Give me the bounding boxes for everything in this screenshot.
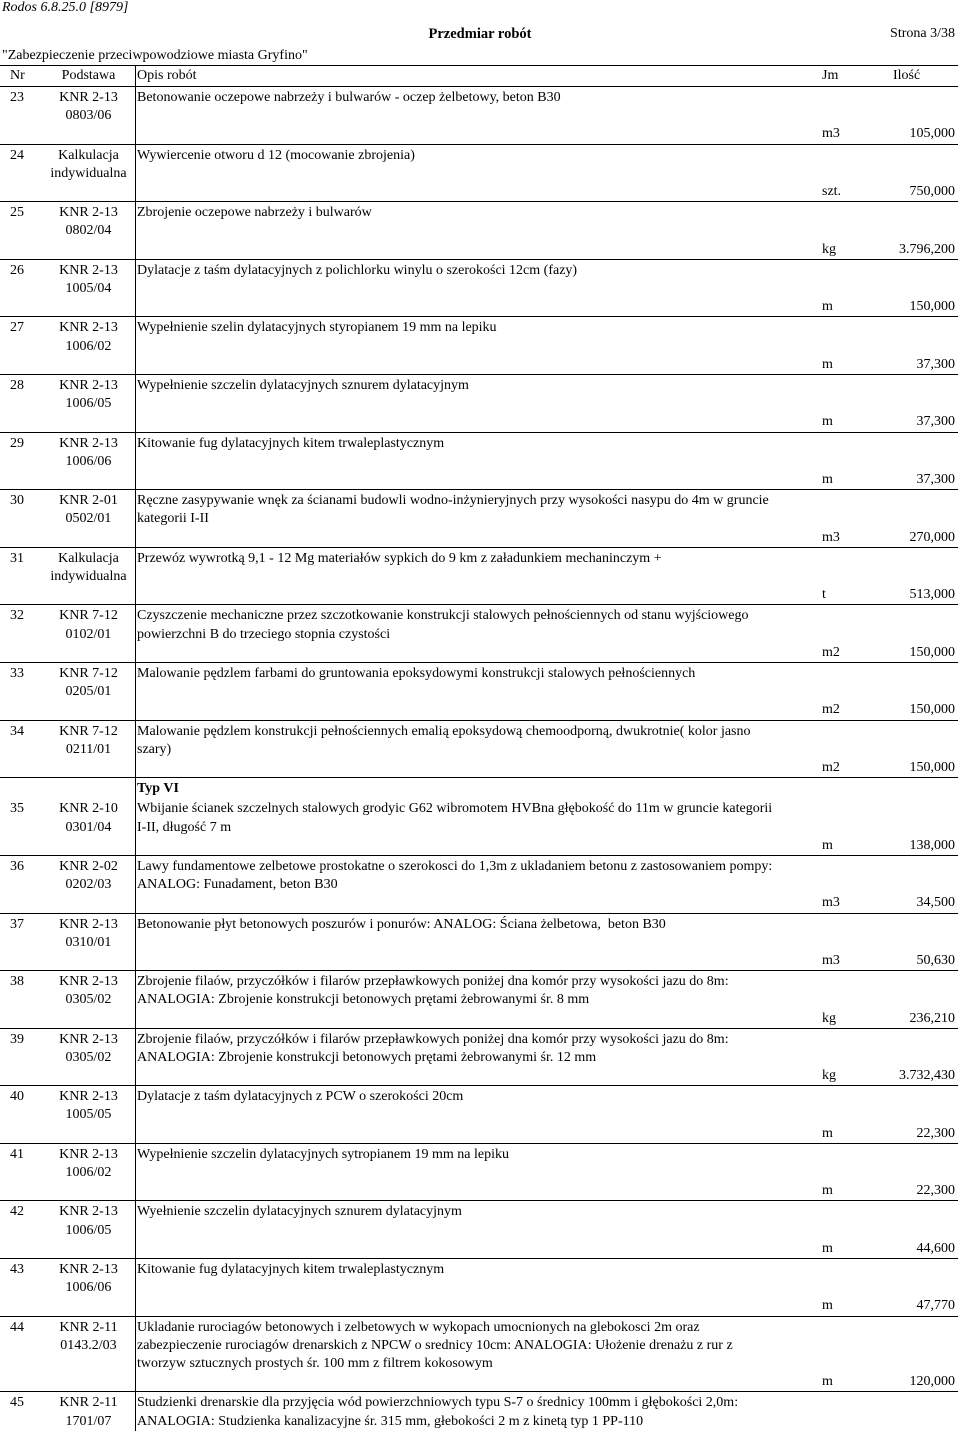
unit-cell: m: [822, 1125, 833, 1141]
basis-cell: [42, 377, 135, 413]
basis-line: 0502/01: [65, 511, 112, 527]
position-row: [0, 1317, 958, 1393]
position-row: [0, 433, 958, 491]
description-line: Wyełnienie szczelin dylatacyjnych sznurem dylatacyjnym: [137, 1204, 462, 1220]
description-line: Betonowanie oczepowe nabrzeży i bulwarów - oczep żelbetowy, beton B30: [137, 90, 561, 105]
header-podstawa: Podstawa: [61, 68, 116, 83]
basis-line: KNR 2-13: [59, 205, 118, 221]
description-line: ANALOG: Funadament, beton B30: [137, 877, 338, 893]
quantity-cell: 34,500: [916, 895, 955, 911]
description-cell: [135, 492, 810, 528]
basis-line: KNR 7-12: [59, 723, 118, 739]
basis-cell: [42, 916, 135, 952]
description-line: Kitowanie fug dylatacyjnych kitem trwaleplastycznym: [137, 435, 445, 451]
description-cell: [135, 89, 810, 125]
quantity-cell: 37,300: [916, 471, 955, 487]
basis-line: KNR 2-13: [59, 916, 118, 932]
basis-cell: [42, 492, 135, 528]
basis-line: 1006/05: [65, 1222, 112, 1238]
title-bar: [0, 25, 960, 43]
position-number: 29: [10, 435, 24, 451]
basis-cell: [42, 319, 135, 355]
description-line: ANALOGIA: Studzienka kanalizacyjne śr. 315 mm, głebokości 2 m z kinetą typ 1 PP-110: [137, 1413, 644, 1429]
basis-line: 1005/04: [65, 280, 112, 296]
quantity-cell: 750,000: [909, 184, 955, 199]
quantity-cell: 150,000: [909, 759, 955, 775]
description-line: Studzienki drenarskie dla przyjęcia wód powierzchniowych typu S-7 o średnicy 100mm i głębokości 2,0m:: [137, 1395, 739, 1411]
unit-cell: m3: [822, 126, 840, 142]
basis-line: 1005/05: [65, 1107, 112, 1123]
quantity-cell: 37,300: [916, 414, 955, 430]
description-line: szary): [137, 741, 172, 757]
table-body: [0, 87, 958, 1431]
description-line: kategorii I-II: [137, 511, 209, 527]
basis-line: 1006/02: [65, 1165, 112, 1181]
basis-cell: [42, 858, 135, 894]
basis-line: 0802/04: [65, 223, 112, 239]
position-number: 45: [10, 1395, 24, 1411]
unit-cell: m: [822, 1374, 833, 1390]
basis-line: 0305/02: [65, 1049, 112, 1065]
basis-line: Kalkulacja: [58, 147, 119, 163]
position-row: [0, 914, 958, 972]
description-line: zabezpieczenie rurociagów drenarskich z NPCW o srednicy 10cm: ANALOGIA: Ułożenie drenażu z rur z: [137, 1337, 733, 1353]
basis-line: 0202/03: [65, 877, 112, 893]
position-number: 27: [10, 320, 24, 336]
basis-line: KNR 2-13: [59, 262, 118, 278]
quantity-cell: 22,300: [916, 1125, 955, 1141]
unit-cell: m: [822, 356, 833, 372]
basis-line: 1006/06: [65, 453, 112, 469]
basis-line: 0143.2/03: [60, 1337, 117, 1353]
position-number: 30: [10, 493, 24, 509]
description-line: Ukladanie rurociagów betonowych i zelbetowych w wykopach umocnionych na glebokosci 2m oraz: [137, 1319, 700, 1335]
position-row: [0, 1392, 958, 1430]
basis-line: KNR 2-13: [59, 435, 118, 451]
basis-line: KNR 2-13: [59, 377, 118, 393]
position-number: 43: [10, 1262, 24, 1278]
description-cell: [135, 1146, 810, 1182]
description-line: Dylatacje z taśm dylatacyjnych z PCW o szerokości 20cm: [137, 1089, 464, 1105]
description-line: Zbrojenie filaów, przyczółków i filarów przepławkowych poniżej dna komór przy wysokości jazu do 8m:: [137, 974, 729, 990]
basis-line: indywidualna: [50, 165, 127, 181]
description-cell: [135, 1394, 810, 1430]
quantity-cell: 270,000: [909, 529, 955, 545]
basis-line: KNR 2-13: [59, 1089, 118, 1105]
unit-cell: m: [822, 1240, 833, 1256]
unit-cell: m2: [822, 759, 840, 775]
description-line: Zbrojenie oczepowe nabrzeży i bulwarów: [137, 205, 372, 221]
project-name: "Zabezpieczenie przeciwpowodziowe miasta Gryfino": [2, 48, 308, 63]
position-number: 32: [10, 608, 24, 624]
position-row: [0, 145, 958, 203]
description-cell: [135, 800, 810, 836]
quantity-cell: 513,000: [909, 587, 955, 603]
basis-cell: [42, 665, 135, 701]
description-line: Wypełnienie szczelin dylatacyjnych sznurem dylatacyjnym: [137, 377, 469, 393]
basis-line: 0803/06: [65, 108, 112, 124]
basis-line: KNR 2-13: [59, 90, 118, 105]
unit-cell: kg: [822, 1068, 836, 1084]
unit-cell: kg: [822, 241, 836, 257]
unit-cell: kg: [822, 1010, 836, 1026]
quantity-cell: 138,000: [909, 837, 955, 853]
header-opis: Opis robót: [137, 68, 197, 83]
description-line: Kitowanie fug dylatacyjnych kitem trwaleplastycznym: [137, 1262, 445, 1278]
position-row: [0, 798, 958, 856]
quantity-cell: 150,000: [909, 644, 955, 660]
position-number: 37: [10, 916, 24, 932]
quantity-cell: 105,000: [909, 126, 955, 142]
basis-cell: [42, 435, 135, 471]
unit-cell: m: [822, 837, 833, 853]
bill-of-quantities-table: [0, 65, 958, 1431]
description-line: ANALOGIA: Zbrojenie konstrukcji betonowych prętami żebrowanymi śr. 12 mm: [137, 1049, 597, 1065]
description-cell: [135, 723, 810, 759]
basis-line: 0205/01: [65, 684, 112, 700]
basis-line: 1006/06: [65, 1280, 112, 1296]
basis-cell: [42, 723, 135, 759]
position-row: [0, 375, 958, 433]
basis-cell: [42, 1261, 135, 1297]
position-row: [0, 490, 958, 548]
position-number: 31: [10, 550, 24, 566]
position-number: 25: [10, 205, 24, 221]
position-number: 44: [10, 1319, 24, 1335]
description-line: Lawy fundamentowe zelbetowe prostokatne o szerokosci do 1,3m z ukladaniem betonu z zastosowaniem pompy:: [137, 858, 773, 874]
position-number: 39: [10, 1031, 24, 1047]
description-line: Wywiercenie otworu d 12 (mocowanie zbrojenia): [137, 147, 415, 163]
description-cell: [135, 1203, 810, 1239]
description-cell: [135, 1319, 810, 1374]
header-ilosc: Ilość: [893, 68, 921, 83]
basis-cell: [42, 973, 135, 1009]
description-cell: [135, 1261, 810, 1297]
basis-cell: [42, 1394, 135, 1430]
description-cell: [135, 1088, 810, 1124]
quantity-cell: 44,600: [916, 1240, 955, 1256]
position-row: [0, 1029, 958, 1087]
description-line: Wbijanie ścianek szczelnych stalowych grodyic G62 wibromotem HVBna głębokość do 11m w gruncie kategorii: [137, 801, 773, 817]
basis-cell: [42, 204, 135, 240]
description-cell: [135, 435, 810, 471]
unit-cell: m2: [822, 702, 840, 718]
basis-line: indywidualna: [50, 568, 127, 584]
position-row: [0, 548, 958, 606]
document-title: Przedmiar robót: [428, 26, 532, 42]
position-number: 38: [10, 974, 24, 990]
position-row: [0, 1144, 958, 1202]
basis-cell: [42, 1088, 135, 1124]
description-line: Ręczne zasypywanie wnęk za ścianami budowli wodno-inżynieryjnych przy wysokości nasypu do 4m w gruncie: [137, 493, 769, 509]
basis-line: KNR 2-11: [59, 1395, 118, 1411]
unit-cell: m: [822, 1298, 833, 1314]
position-number: 35: [10, 801, 24, 817]
basis-line: 1006/05: [65, 396, 112, 412]
unit-cell: szt.: [822, 184, 842, 199]
unit-cell: m: [822, 1183, 833, 1199]
position-number: 41: [10, 1146, 24, 1162]
position-row: [0, 605, 958, 663]
table-header: [0, 65, 958, 87]
quantity-cell: 22,300: [916, 1183, 955, 1199]
description-cell: [135, 377, 810, 413]
basis-line: 0102/01: [65, 626, 112, 642]
unit-cell: m: [822, 299, 833, 315]
quantity-cell: 3.796,200: [899, 241, 955, 257]
description-line: Przewóz wywrotką 9,1 - 12 Mg materiałów sypkich do 9 km z załadunkiem mechaninczym +: [137, 550, 662, 566]
quantity-cell: 236,210: [909, 1010, 955, 1026]
description-cell: [135, 147, 810, 183]
basis-line: KNR 2-13: [59, 1031, 118, 1047]
description-cell: [135, 665, 810, 701]
page-number: Strona 3/38: [890, 26, 955, 41]
position-row: [0, 1086, 958, 1144]
basis-line: 0310/01: [65, 934, 112, 950]
basis-line: KNR 2-02: [59, 858, 118, 874]
position-number: 33: [10, 665, 24, 681]
basis-line: 0305/02: [65, 992, 112, 1008]
position-number: 34: [10, 723, 24, 739]
position-number: 42: [10, 1204, 24, 1220]
quantity-cell: 50,630: [916, 952, 955, 968]
basis-line: KNR 2-13: [59, 974, 118, 990]
position-row: [0, 971, 958, 1029]
quantity-cell: 150,000: [909, 299, 955, 315]
position-row: [0, 1259, 958, 1317]
unit-cell: t: [822, 587, 826, 603]
header-nr: Nr: [10, 68, 25, 83]
description-line: Czyszczenie mechaniczne przez szczotkowanie konstrukcji stalowych pełnościennych od stanu wyjściowego: [137, 608, 749, 624]
description-line: Malowanie pędzlem farbami do gruntowania epoksydowymi konstrukcji stalowych pełnościennych: [137, 665, 696, 681]
basis-line: 0211/01: [65, 741, 112, 757]
description-cell: [135, 973, 810, 1009]
basis-cell: [42, 800, 135, 836]
unit-cell: m2: [822, 644, 840, 660]
position-row: [0, 856, 958, 914]
basis-line: Kalkulacja: [58, 550, 119, 566]
basis-line: KNR 2-13: [59, 1262, 118, 1278]
description-line: powierzchni B do trzeciego stopnia czystości: [137, 626, 391, 642]
position-number: 28: [10, 377, 24, 393]
description-cell: [135, 607, 810, 643]
position-row: [0, 202, 958, 260]
position-row: [0, 663, 958, 721]
unit-cell: m: [822, 471, 833, 487]
header-jm: Jm: [822, 68, 839, 83]
description-line: ANALOGIA: Zbrojenie konstrukcji betonowych prętami żebrowanymi śr. 8 mm: [137, 992, 590, 1008]
description-line: Wypełnienie szelin dylatacyjnych styropianem 19 mm na lepiku: [137, 320, 497, 336]
basis-cell: [42, 89, 135, 125]
description-line: tworzyw sztucznych prostych śr. 100 mm z filtrem kokosowym: [137, 1356, 493, 1372]
description-cell: [135, 204, 810, 240]
section-title: Typ VI: [137, 781, 179, 797]
quantity-cell: 150,000: [909, 702, 955, 718]
unit-cell: m3: [822, 952, 840, 968]
description-cell: [135, 916, 810, 952]
software-version: Rodos 6.8.25.0 [8979]: [2, 0, 129, 15]
description-line: Zbrojenie filaów, przyczółków i filarów przepławkowych poniżej dna komór przy wysokości jazu do 8m:: [137, 1031, 729, 1047]
basis-cell: [42, 607, 135, 643]
description-line: Betonowanie płyt betonowych poszurów i ponurów: ANALOG: Ściana żelbetowa, beton B30: [137, 916, 666, 932]
basis-cell: [42, 550, 135, 586]
basis-line: KNR 2-10: [59, 801, 118, 817]
position-number: 26: [10, 262, 24, 278]
basis-cell: [42, 262, 135, 298]
basis-line: KNR 2-13: [59, 1204, 118, 1220]
unit-cell: m3: [822, 895, 840, 911]
basis-line: 1006/02: [65, 338, 112, 354]
position-number: 36: [10, 858, 24, 874]
description-line: I-II, długość 7 m: [137, 819, 232, 835]
description-cell: [135, 319, 810, 355]
unit-cell: m3: [822, 529, 840, 545]
position-number: 24: [10, 147, 24, 163]
basis-cell: [42, 1146, 135, 1182]
quantity-cell: 3.732,430: [899, 1068, 955, 1084]
section-heading: [0, 778, 958, 798]
description-cell: [135, 550, 810, 586]
position-number: 23: [10, 90, 24, 105]
basis-line: KNR 2-11: [59, 1319, 118, 1335]
description-cell: [135, 1031, 810, 1067]
position-row: [0, 1201, 958, 1259]
position-row: [0, 317, 958, 375]
position-row: [0, 87, 958, 145]
position-row: [0, 260, 958, 318]
basis-line: KNR 2-13: [59, 320, 118, 336]
description-cell: [135, 858, 810, 894]
basis-cell: [42, 1031, 135, 1067]
basis-cell: [42, 1319, 135, 1374]
basis-cell: [42, 1203, 135, 1239]
position-number: 40: [10, 1089, 24, 1105]
position-row: [0, 721, 958, 779]
quantity-cell: 120,000: [909, 1374, 955, 1390]
description-line: Malowanie pędzlem konstrukcji pełnościennych emalią epoksydową chemoodporną, dwukrotnie( kolor jasno: [137, 723, 751, 739]
basis-line: KNR 2-01: [59, 493, 118, 509]
description-line: Wypełnienie szczelin dylatacyjnych sytropianem 19 mm na lepiku: [137, 1146, 509, 1162]
column-divider: [135, 65, 136, 1431]
basis-line: KNR 7-12: [59, 608, 118, 624]
basis-line: 1701/07: [65, 1413, 112, 1429]
quantity-cell: 47,770: [916, 1298, 955, 1314]
quantity-cell: 37,300: [916, 356, 955, 372]
description-line: Dylatacje z taśm dylatacyjnych z polichlorku winylu o szerokości 12cm (fazy): [137, 262, 578, 278]
basis-line: 0301/04: [65, 819, 112, 835]
basis-cell: [42, 147, 135, 183]
description-cell: [135, 262, 810, 298]
unit-cell: m: [822, 414, 833, 430]
basis-line: KNR 2-13: [59, 1146, 118, 1162]
basis-line: KNR 7-12: [59, 665, 118, 681]
